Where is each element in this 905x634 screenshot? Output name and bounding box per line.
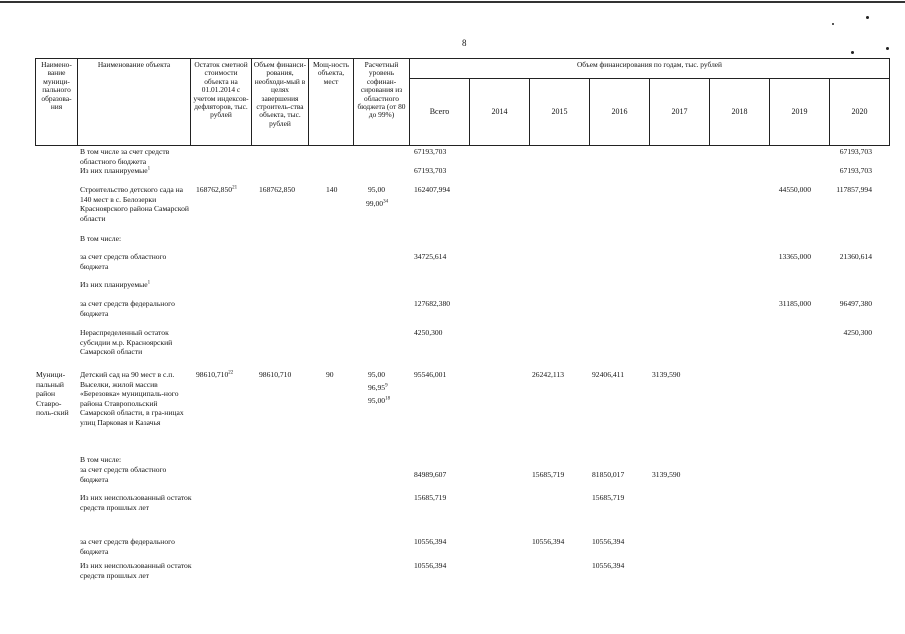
header-year-total: Всего — [410, 79, 470, 146]
row-2019: 13365,000 — [778, 252, 811, 261]
row-capacity: 90 — [326, 370, 334, 379]
scan-speck — [832, 23, 834, 25]
row-total: 162407,994 — [414, 185, 451, 194]
row-2016: 10556,394 — [592, 561, 625, 570]
row-2019: 31185,000 — [779, 299, 811, 308]
row-total: 4250,300 — [414, 328, 443, 337]
row-financing-volume: 98610,710 — [259, 370, 292, 379]
row-total: 34725,614 — [414, 252, 447, 261]
row-level — [368, 396, 390, 406]
row-2020: 4250,300 — [843, 328, 872, 337]
row-total: 95546,001 — [414, 370, 447, 379]
header-capacity: Мощ-ность объекта, мест — [309, 59, 354, 146]
value: 96,95 — [368, 383, 386, 392]
scan-speck — [886, 47, 889, 50]
row-name — [80, 166, 150, 176]
header-year-2019: 2019 — [770, 79, 830, 146]
scan-speck — [866, 16, 869, 19]
header-financing-by-years: Объем финансирования по годам, тыс. рублей — [410, 59, 890, 79]
value: 98610,710 — [196, 370, 229, 379]
row-2019: 44550,000 — [778, 185, 811, 194]
row-2015: 15685,719 — [532, 470, 565, 479]
header-year-2018: 2018 — [710, 79, 770, 146]
row-2020: 117857,994 — [836, 185, 872, 194]
header-object-name: Наименование объекта — [78, 59, 191, 146]
row-name: Детский сад на 90 мест в с.п. Выселки, жилой массив «Березовка» муниципаль-ного района Ставропольский Самарской области, в гра-ницах улиц Парковая и Казачья — [80, 370, 184, 427]
row-name: В том числе: — [80, 455, 122, 464]
top-border-line — [0, 1, 905, 3]
row-level — [368, 383, 388, 393]
footnote-mark: 22 — [228, 370, 234, 376]
scan-speck — [851, 51, 854, 54]
row-capacity: 140 — [326, 185, 338, 194]
header-year-2015: 2015 — [530, 79, 590, 146]
header-year-2020: 2020 — [830, 79, 890, 146]
row-name: Строительство детского сада на 140 мест в с. Белозерки Красноярского района Самарской области — [80, 185, 189, 223]
header-remaining-cost: Остаток сметной стоимости объекта на 01.01.2014 с учетом индексов-дефляторов, тыс. рублей — [191, 59, 252, 146]
row-total: 10556,394 — [414, 561, 447, 570]
row-total: 84989,607 — [414, 470, 447, 479]
header-year-2017: 2017 — [650, 79, 710, 146]
row-2015: 26242,113 — [532, 370, 564, 379]
row-remaining-cost — [196, 185, 237, 195]
row-name: за счет средств федерального бюджета — [80, 537, 175, 556]
value: 95,00 — [368, 396, 386, 405]
row-name — [80, 280, 150, 290]
row-2020: 67193,703 — [839, 166, 872, 175]
footnote-mark: 34 — [383, 199, 389, 205]
row-name: В том числе: — [80, 234, 122, 243]
row-2016: 15685,719 — [592, 493, 625, 502]
row-2020: 67193,703 — [839, 147, 872, 156]
row-2020: 96497,380 — [839, 299, 872, 308]
row-2017: 3139,590 — [652, 370, 681, 379]
row-2016: 81850,017 — [592, 470, 625, 479]
row-name-text: Из них планируемые — [80, 280, 148, 289]
header-cofinancing-level: Расчетный уровень софинан-сирования из областного бюджета (от 80 до 99%) — [354, 59, 410, 146]
row-name-text: Из них планируемые — [80, 166, 148, 175]
header-year-2014: 2014 — [470, 79, 530, 146]
row-municipality: Муници-пальный район Ставро-поль-ский — [36, 370, 69, 418]
row-2016: 10556,394 — [592, 537, 625, 546]
header-year-2016: 2016 — [590, 79, 650, 146]
row-2016: 92406,411 — [592, 370, 624, 379]
value: 168762,850 — [196, 185, 233, 194]
row-2015: 10556,394 — [532, 537, 565, 546]
row-name: за счет средств федерального бюджета — [80, 299, 175, 318]
row-total: 15685,719 — [414, 493, 447, 502]
row-level: 95,00 — [368, 185, 386, 194]
row-name: Из них неиспользованный остаток средств прошлых лет — [80, 561, 192, 580]
row-2017: 3139,590 — [652, 470, 681, 479]
footnote-mark: 1 — [147, 166, 151, 172]
row-name: за счет средств областного бюджета — [80, 252, 167, 271]
footnote-mark: 9 — [385, 383, 388, 389]
row-total: 67193,703 — [414, 166, 447, 175]
footnote-mark: 1 — [147, 280, 151, 286]
row-total: 127682,380 — [414, 299, 451, 308]
row-name: Из них неиспользованный остаток средств прошлых лет — [80, 493, 192, 512]
row-remaining-cost — [196, 370, 233, 380]
row-total: 10556,394 — [414, 537, 447, 546]
row-level: 95,00 — [368, 370, 386, 379]
header-financing-volume: Объем финанси-рования, необходи-мый в целях завершения строитель-ства объекта, тыс. рублей — [252, 59, 309, 146]
value: 99,00 — [366, 199, 384, 208]
row-name: за счет средств областного бюджета — [80, 465, 167, 484]
row-total: 67193,703 — [414, 147, 447, 156]
row-name: В том числе за счет средств областного бюджета — [80, 147, 170, 166]
row-financing-volume: 168762,850 — [259, 185, 296, 194]
page-number: 8 — [462, 38, 467, 48]
table-header — [35, 58, 890, 146]
row-2020: 21360,614 — [839, 252, 872, 261]
row-name: Нераспределенный остаток субсидии м.р. Красноярский Самарской области — [80, 328, 173, 357]
header-municipality: Наимено-вание муници-пального образова-ния — [36, 59, 78, 146]
row-level — [366, 199, 388, 209]
footnote-mark: 21 — [232, 185, 238, 191]
footnote-mark: 18 — [385, 396, 391, 402]
